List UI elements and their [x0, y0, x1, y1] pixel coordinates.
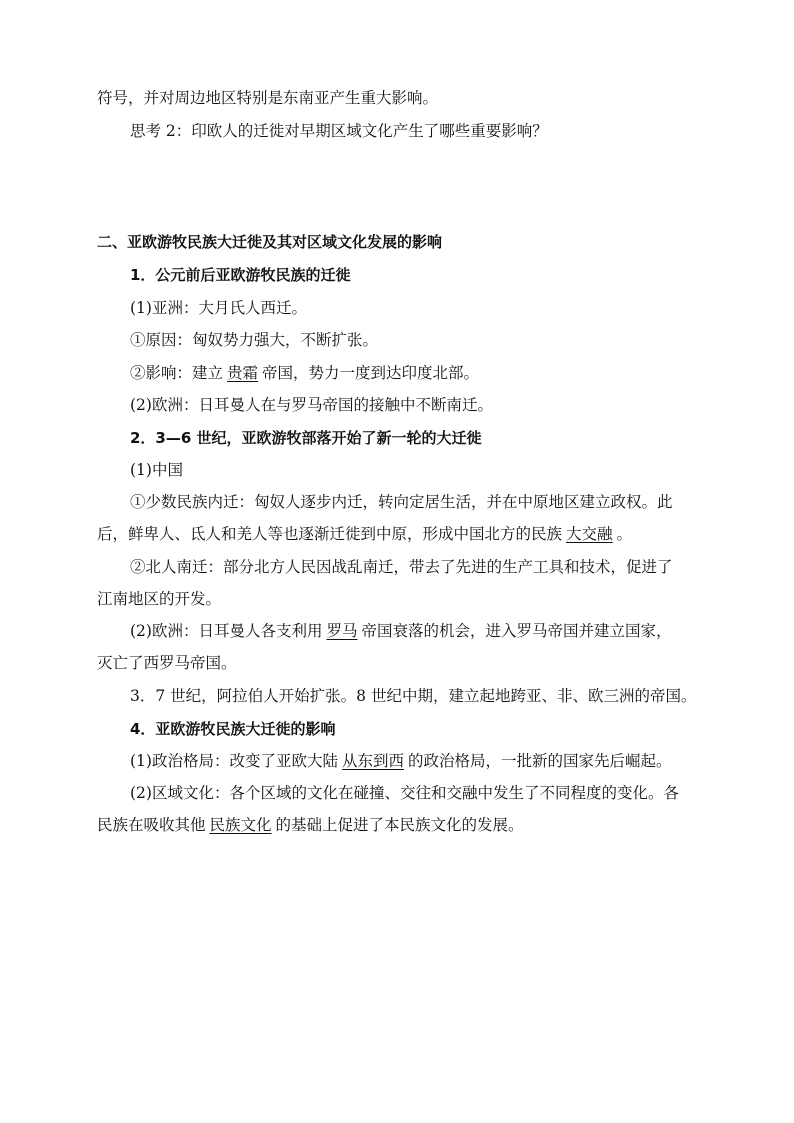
subheading-4: 4．亚欧游牧民族大迁徙的影响: [130, 720, 336, 738]
text-segment: 。: [616, 525, 633, 543]
item-north-south-1: ②北人南迁：部分北方人民因战乱南迁，带去了先进的生产工具和技术，促进了: [130, 558, 673, 576]
subheading-1: 1．公元前后亚欧游牧民族的迁徙: [130, 266, 351, 284]
text-segment: 的政治格局，一批新的国家先后崛起。: [407, 752, 672, 770]
item-politics: [130, 751, 707, 771]
item-north-south-2: 江南地区的开发。: [97, 590, 222, 608]
item-culture-1: (2)区域文化：各个区域的文化在碰撞、交往和交融中发生了不同程度的变化。各: [130, 784, 679, 802]
fill-blank-answer: 罗马: [326, 622, 358, 640]
text-segment: ②影响：建立: [130, 364, 224, 382]
line-intro-end: 符号，并对周边地区特别是东南亚产生重大影响。: [97, 89, 439, 107]
text-segment: 民族在吸收其他: [97, 816, 206, 834]
think-question-2: 思考 2：印欧人的迁徙对早期区域文化产生了哪些重要影响？: [130, 122, 548, 140]
fill-blank-answer: 从东到西: [341, 752, 404, 770]
text-segment: 帝国，势力一度到达印度北部。: [262, 364, 480, 382]
text-segment: 后，鲜卑人、氐人和羌人等也逐渐迁徙到中原，形成中国北方的民族: [97, 525, 563, 543]
fill-blank-answer: 民族文化: [209, 816, 272, 834]
text-segment: 的基础上促进了本民族文化的发展。: [275, 816, 524, 834]
section-heading-2: 二、亚欧游牧民族大迁徙及其对区域文化发展的影响: [97, 233, 443, 251]
item-minorities-2: [97, 524, 707, 544]
text-segment: (2)欧洲：日耳曼人各支利用: [130, 622, 323, 640]
item-impact: [130, 363, 707, 383]
text-segment: (1)政治格局：改变了亚欧大陆: [130, 752, 338, 770]
item-europe-2b: 灭亡了西罗马帝国。: [97, 654, 237, 672]
fill-blank-answer: 大交融: [566, 525, 613, 543]
item-reason: ①原因：匈奴势力强大，不断扩张。: [130, 331, 379, 349]
item-china: (1)中国: [130, 461, 183, 479]
item-culture-2: [97, 815, 707, 835]
item-arab: 3．7 世纪，阿拉伯人开始扩张。8 世纪中期，建立起地跨亚、非、欧三洲的帝国。: [130, 687, 697, 705]
text-segment: 帝国衰落的机会，进入罗马帝国并建立国家，: [361, 622, 672, 640]
subheading-2: 2．3—6 世纪，亚欧游牧部落开始了新一轮的大迁徙: [130, 429, 482, 447]
item-europe-1: (2)欧洲：日耳曼人在与罗马帝国的接触中不断南迁。: [130, 396, 493, 414]
item-minorities-1: ①少数民族内迁：匈奴人逐步内迁，转向定居生活，并在中原地区建立政权。此: [130, 493, 673, 511]
item-asia: (1)亚洲：大月氏人西迁。: [130, 299, 307, 317]
item-europe-2a: [130, 621, 707, 641]
fill-blank-answer: 贵霜: [227, 364, 259, 382]
